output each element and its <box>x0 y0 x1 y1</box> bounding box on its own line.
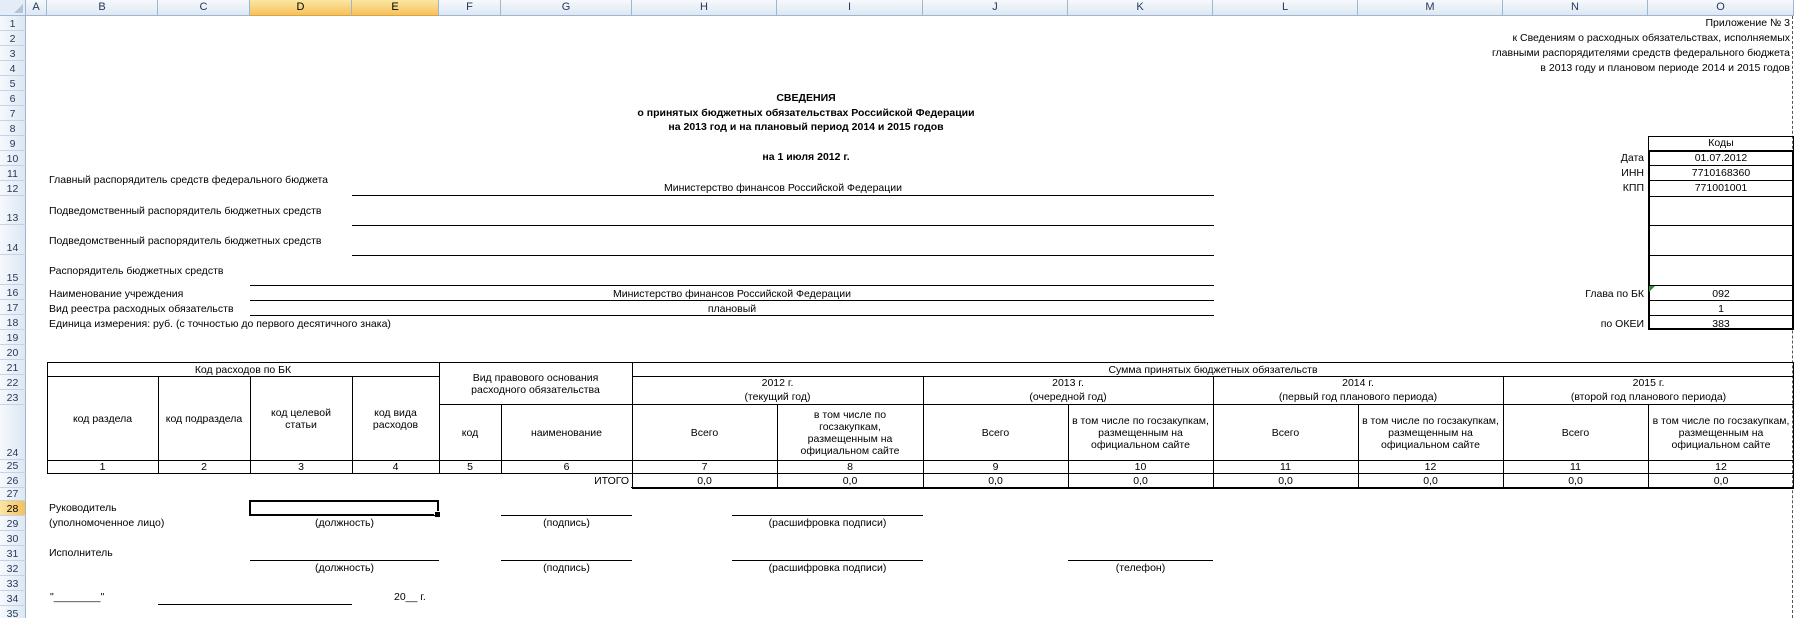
row-header-25[interactable]: 25 <box>0 460 26 473</box>
row-header-34[interactable]: 34 <box>0 591 26 606</box>
executor-position-caption: (должность) <box>314 562 375 574</box>
row-header-11[interactable]: 11 <box>0 166 26 181</box>
row-header-20[interactable]: 20 <box>0 345 26 360</box>
row-header-4[interactable]: 4 <box>0 61 26 76</box>
razdel-header: код раздела <box>72 412 133 425</box>
head-position-caption: (должность) <box>314 517 375 529</box>
row-header-27[interactable]: 27 <box>0 488 26 501</box>
unit-label: Единица измерения: руб. (с точностью до первого десятичного знака) <box>49 318 391 330</box>
head-decoding-caption: (расшифровка подписи) <box>768 517 887 529</box>
total-2013-header: Всего <box>981 426 1010 439</box>
row-header-16[interactable]: 16 <box>0 285 26 300</box>
row-header-7[interactable]: 7 <box>0 106 26 121</box>
codes-header: Коды <box>1708 137 1734 149</box>
row-header-28[interactable]: 28 <box>0 501 26 516</box>
head-label: Руководитель <box>49 502 117 514</box>
date-month-field[interactable] <box>158 604 352 605</box>
colnum-9: 9 <box>992 461 999 473</box>
colnum-6: 6 <box>563 461 570 473</box>
executor-decoding-caption: (расшифровка подписи) <box>768 562 887 574</box>
colnum-13: 11 <box>1570 461 1581 473</box>
row-header-9[interactable]: 9 <box>0 136 26 151</box>
incl-2014-header: в том числе по госзакупкам, размещенным на официальном сайте <box>1362 414 1499 451</box>
column-header-l[interactable]: L <box>1213 0 1358 16</box>
row-header-12[interactable]: 12 <box>0 181 26 196</box>
register-label: Вид реестра расходных обязательств <box>49 303 234 315</box>
column-header-f[interactable]: F <box>439 0 501 16</box>
manager-label: Распорядитель бюджетных средств <box>49 265 224 277</box>
column-header-m[interactable]: M <box>1358 0 1503 16</box>
column-header-i[interactable]: I <box>777 0 923 16</box>
manager-field[interactable] <box>250 285 1214 286</box>
okei-value[interactable]: 383 <box>1712 318 1730 330</box>
column-header-o[interactable]: O <box>1648 0 1794 16</box>
institution-value[interactable]: Министерство финансов Российской Федерации <box>613 288 851 300</box>
column-header-e[interactable]: E <box>352 0 439 16</box>
glava-label: Глава по БК <box>1585 288 1644 300</box>
title-line-1: СВЕДЕНИЯ <box>776 92 836 104</box>
y2015-header: 2015 г. <box>1632 377 1665 389</box>
itogo-value[interactable]: 0,0 <box>1423 475 1438 487</box>
itogo-value[interactable]: 0,0 <box>1713 475 1729 487</box>
head-decoding-field[interactable] <box>732 515 923 516</box>
date-label: Дата <box>1620 152 1644 164</box>
legal-header: Вид правового основания расходного обязательства <box>471 371 600 396</box>
register-code-value[interactable]: 1 <box>1718 303 1724 315</box>
itogo-value[interactable]: 0,0 <box>988 475 1003 487</box>
column-header-k[interactable]: K <box>1068 0 1213 16</box>
y2012-header: 2012 г. <box>761 377 794 389</box>
institution-label: Наименование учреждения <box>49 288 184 300</box>
main-manager-value[interactable]: Министерство финансов Российской Федерации <box>664 182 902 194</box>
row-header-33[interactable]: 33 <box>0 576 26 591</box>
column-header-c[interactable]: C <box>158 0 250 16</box>
sub-manager-field-1[interactable] <box>352 225 1214 226</box>
appendix-line-3: главными распорядителями средств федерального бюджета <box>1491 47 1790 59</box>
row-header-24[interactable]: 24 <box>0 405 26 460</box>
okei-label: по ОКЕИ <box>1600 318 1644 330</box>
colnum-4: 4 <box>392 461 399 473</box>
y2014-header: 2014 г. <box>1342 377 1374 389</box>
legal-name-header: наименование <box>530 426 602 439</box>
colnum-14: 12 <box>1715 461 1727 473</box>
register-value[interactable]: плановый <box>707 303 757 315</box>
row-header-30[interactable]: 30 <box>0 531 26 546</box>
total-2014-header: Всего <box>1271 426 1300 439</box>
date-year[interactable]: 20__ г. <box>394 591 426 603</box>
y2015-sub: (второй год планового периода) <box>1570 391 1727 403</box>
head-signature-field[interactable] <box>501 515 632 516</box>
column-header-n[interactable]: N <box>1503 0 1648 16</box>
head-sub-label: (уполномоченное лицо) <box>49 517 165 529</box>
cel-statya-header: код целевой статьи <box>271 406 331 431</box>
y2014-sub: (первый год планового периода) <box>1278 391 1438 403</box>
colnum-5: 5 <box>467 461 473 473</box>
y2013-sub: (очередной год) <box>1029 391 1107 403</box>
bk-header: Код расходов по БК <box>194 363 292 376</box>
glava-value[interactable]: 092 <box>1712 288 1730 300</box>
podrazdel-header: код подраздела <box>165 412 243 425</box>
kpp-label: КПП <box>1622 182 1644 194</box>
row-header-3[interactable]: 3 <box>0 46 26 61</box>
sub-manager-label-1: Подведомственный распорядитель бюджетных средств <box>49 205 322 217</box>
itogo-value[interactable]: 0,0 <box>842 475 858 487</box>
itogo-label: ИТОГО <box>594 475 629 487</box>
row-header-1[interactable]: 1 <box>0 16 26 31</box>
row-header-8[interactable]: 8 <box>0 121 26 136</box>
colnum-1: 1 <box>99 461 106 473</box>
row-header-26[interactable]: 26 <box>0 473 26 488</box>
executor-decoding-field[interactable] <box>732 560 923 561</box>
row-header-6[interactable]: 6 <box>0 91 26 106</box>
legal-code-header: код <box>461 426 479 439</box>
inn-label: ИНН <box>1621 167 1644 179</box>
sub-manager-label-2: Подведомственный распорядитель бюджетных средств <box>49 235 322 247</box>
incl-2012-header: в том числе по госзакупкам, размещенным на официальном сайте <box>800 408 900 457</box>
colnum-12: 12 <box>1424 461 1437 473</box>
kpp-value[interactable]: 771001001 <box>1694 182 1748 194</box>
incl-2013-header: в том числе по госзакупкам, размещенным на официальном сайте <box>1072 414 1209 451</box>
column-header-j[interactable]: J <box>923 0 1068 16</box>
title-line-2: о принятых бюджетных обязательствах Российской Федерации <box>637 107 975 119</box>
row-header-29[interactable]: 29 <box>0 516 26 531</box>
executor-signature-caption: (подпись) <box>543 562 590 574</box>
itogo-value[interactable]: 0,0 <box>1278 475 1293 487</box>
colnum-8: 8 <box>847 461 853 473</box>
row-header-17[interactable]: 17 <box>0 300 26 315</box>
column-header-h[interactable]: H <box>632 0 777 16</box>
main-manager-label: Главный распорядитель средств федерального бюджета <box>49 174 329 186</box>
row-header-19[interactable]: 19 <box>0 330 26 345</box>
colnum-10: 10 <box>1134 461 1147 473</box>
appendix-line-4: в 2013 году и плановом периоде 2014 и 2015 годов <box>1540 62 1790 74</box>
sum-header: Сумма принятых бюджетных обязательств <box>1108 363 1318 376</box>
colnum-2: 2 <box>201 461 207 473</box>
executor-position-field[interactable] <box>250 560 439 561</box>
row-header-21[interactable]: 21 <box>0 360 26 375</box>
column-header-b[interactable]: B <box>47 0 158 16</box>
row-header-31[interactable]: 31 <box>0 546 26 561</box>
executor-signature-field[interactable] <box>501 560 632 561</box>
total-2015-header: Всего <box>1561 426 1590 439</box>
column-header-g[interactable]: G <box>501 0 632 16</box>
head-signature-caption: (подпись) <box>543 517 590 529</box>
column-header-a[interactable]: A <box>26 0 47 16</box>
row-header-35[interactable]: 35 <box>0 606 26 618</box>
itogo-value[interactable]: 0,0 <box>1133 475 1148 487</box>
incl-2015-header: в том числе по госзакупкам, размещенным на официальном сайте <box>1652 414 1790 451</box>
selected-cell[interactable] <box>249 500 439 516</box>
itogo-value[interactable]: 0,0 <box>1568 475 1583 487</box>
sub-manager-field-2[interactable] <box>352 255 1214 256</box>
report-date: на 1 июля 2012 г. <box>762 151 850 163</box>
row-header-22[interactable]: 22 <box>0 375 26 390</box>
inn-value[interactable]: 7710168360 <box>1691 167 1751 179</box>
total-2012-header: Всего <box>690 426 719 439</box>
row-header-14[interactable]: 14 <box>0 225 26 255</box>
row-header-10[interactable]: 10 <box>0 151 26 166</box>
row-header-2[interactable]: 2 <box>0 31 26 46</box>
colnum-7: 7 <box>701 461 708 473</box>
select-all-corner[interactable] <box>0 0 26 16</box>
row-header-15[interactable]: 15 <box>0 255 26 285</box>
y2013-header: 2013 г. <box>1052 377 1084 389</box>
row-header-5[interactable]: 5 <box>0 76 26 91</box>
vid-rashodov-header: код вида расходов <box>372 406 419 431</box>
date-day-field[interactable]: "________" <box>50 591 105 603</box>
row-header-13[interactable]: 13 <box>0 196 26 225</box>
title-line-3: на 2013 год и на плановый период 2014 и 2015 годов <box>668 121 944 133</box>
column-header-d[interactable]: D <box>250 0 352 16</box>
date-value[interactable]: 01.07.2012 <box>1694 152 1748 164</box>
y2012-sub: (текущий год) <box>744 391 811 403</box>
executor-phone-field[interactable] <box>1068 560 1213 561</box>
appendix-line-2: к Сведениям о расходных обязательствах, исполняемых <box>1512 32 1790 44</box>
row-header-23[interactable]: 23 <box>0 390 26 405</box>
colnum-3: 3 <box>298 461 304 473</box>
executor-phone-caption: (телефон) <box>1115 562 1166 574</box>
row-header-32[interactable]: 32 <box>0 561 26 576</box>
itogo-value[interactable]: 0,0 <box>697 475 712 487</box>
colnum-11: 11 <box>1280 461 1291 473</box>
appendix-line-1: Приложение № 3 <box>1705 17 1790 29</box>
executor-label: Исполнитель <box>49 547 113 559</box>
row-header-18[interactable]: 18 <box>0 315 26 330</box>
